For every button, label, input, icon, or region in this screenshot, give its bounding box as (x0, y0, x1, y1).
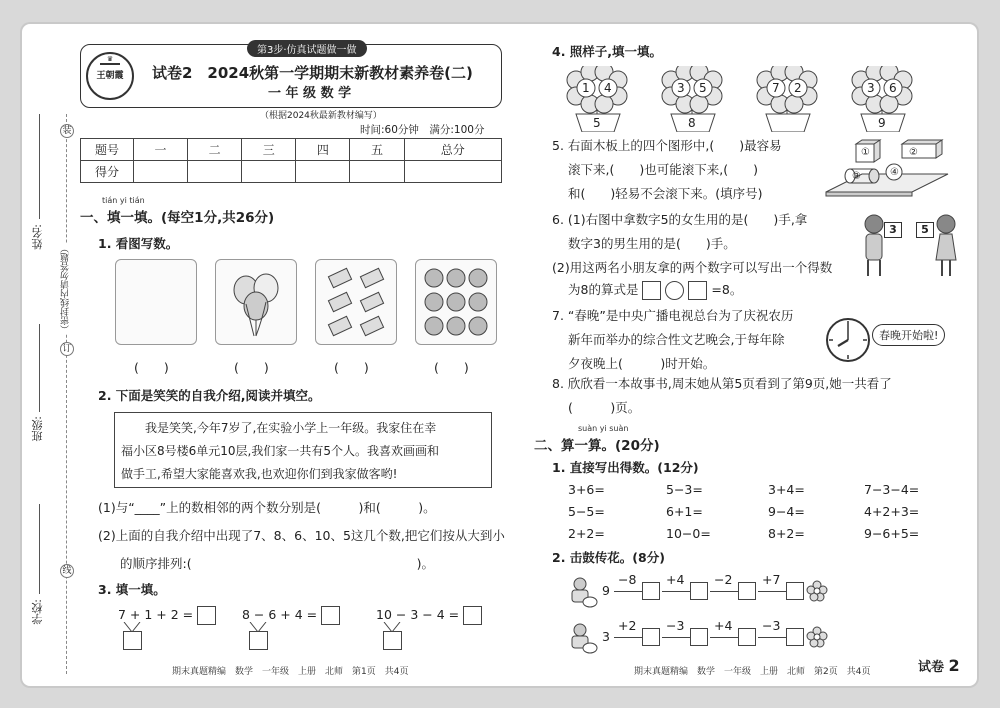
q3-label: 3. 填一填。 (98, 582, 166, 597)
score-cell: 二 (188, 139, 242, 161)
pot-number: 5 (593, 116, 601, 130)
score-cell: 题号 (81, 139, 134, 161)
footer-tag-number: 2 (948, 656, 960, 675)
calc-item[interactable]: 8+2= (768, 526, 805, 541)
chain-answer-box[interactable] (642, 628, 660, 646)
basketballs-icon (416, 260, 496, 344)
section2-pinyin: suàn yi suàn (578, 424, 629, 433)
q3-partial-box-2[interactable] (249, 631, 268, 650)
name-line (39, 114, 40, 219)
score-cell: 得分 (81, 161, 134, 183)
chain-answer-box[interactable] (786, 628, 804, 646)
shape-label-4: ④ (890, 167, 899, 178)
q1-answer-4[interactable]: ( ) (434, 360, 469, 375)
chain-answer-box[interactable] (786, 582, 804, 600)
banknotes-icon (316, 260, 396, 344)
score-cell: 三 (242, 139, 296, 161)
number-card-3: 3 (884, 222, 902, 238)
score-input-cell[interactable] (188, 161, 242, 183)
q8-line-1: 8. 欣欣看一本故事书,周末她从第5页看到了第9页,她一共看了 (552, 376, 892, 391)
q3-branch-lines (112, 622, 472, 652)
chain-arrow (614, 591, 642, 592)
score-input-cell[interactable] (404, 161, 501, 183)
speech-bubble: 春晚开始啦! (872, 324, 945, 346)
intro-line-2: 福小区8号楼6单元10层,我们家一共有5个人。我喜欢画画和 (121, 444, 439, 458)
flower-number-left: 3 (867, 81, 875, 95)
calc-item[interactable]: 3+6= (568, 482, 605, 497)
exam-sheet (22, 24, 977, 686)
score-cell: 四 (296, 139, 350, 161)
picture-empty (115, 259, 197, 345)
flower-number-left: 1 (582, 81, 590, 95)
calc-item[interactable]: 4+2+3= (864, 504, 920, 519)
clock-icon (824, 316, 872, 364)
q1-answer-2[interactable]: ( ) (234, 360, 269, 375)
footer-left: 期末真题精编 数学 一年级 上册 北师 第1页 共4页 (172, 667, 409, 677)
score-cell: 一 (134, 139, 188, 161)
flower-number-right: 6 (889, 81, 897, 95)
q7-line-2: 新年而举办的综合性文艺晚会,于每年除 (568, 332, 785, 347)
chain-arrow (614, 637, 642, 638)
q4-label: 4. 照样子,填一填。 (552, 44, 663, 59)
q2-label: 2. 下面是笑笑的自我介绍,阅读并填空。 (98, 388, 321, 403)
q6-line-2[interactable]: 数字3的男生用的是( )手。 (568, 236, 736, 251)
chain-operation: +7 (762, 572, 781, 587)
score-cell: 总分 (404, 139, 501, 161)
shape-label-3: ③ (852, 171, 861, 182)
chain-answer-box[interactable] (690, 582, 708, 600)
footer-tag (918, 656, 960, 675)
shape-label-1: ① (861, 147, 870, 158)
q1-answer-3[interactable]: ( ) (334, 360, 369, 375)
monkey-drum-icon (568, 622, 598, 654)
q5-line-2[interactable]: 滚下来,( )也可能滚下来,( ) (568, 162, 758, 177)
picture-balls (415, 259, 497, 345)
score-cell: 五 (350, 139, 404, 161)
chain-answer-box[interactable] (738, 628, 756, 646)
chain-operation: +2 (618, 618, 637, 633)
calc-item[interactable]: 5−5= (568, 504, 605, 519)
flower-number-right: 4 (604, 81, 612, 95)
chain-operation: +4 (714, 618, 733, 633)
q5-line-1[interactable]: 5. 右面木板上的四个图形中,( )最容易 (552, 138, 782, 153)
q6-operator-circle[interactable] (665, 281, 684, 300)
chain-operation: −2 (714, 572, 733, 587)
q6-eq-tail: =8。 (711, 282, 743, 297)
chain-operation: −8 (618, 572, 637, 587)
q6-box-2[interactable] (688, 281, 707, 300)
balloons-icon (216, 260, 296, 344)
chain-arrow (710, 637, 738, 638)
score-input-cell[interactable] (242, 161, 296, 183)
score-input-cell[interactable] (350, 161, 404, 183)
seal-mark-1: 装 (60, 124, 74, 138)
seal-warning: （密封线内请勿答题） (61, 244, 71, 334)
flower-number-right: 2 (794, 81, 802, 95)
pot-number: 8 (688, 116, 696, 130)
q3-eq1-text: 7 + 1 + 2 = (118, 607, 194, 622)
score-input-cell[interactable] (134, 161, 188, 183)
calc-item[interactable]: 5−3= (666, 482, 703, 497)
school-line (39, 504, 40, 594)
intro-line-3: 做手工,希望大家能喜欢我,也欢迎你们到我家做客哟! (121, 467, 398, 481)
rabbit-drum-icon (568, 576, 598, 608)
chain-arrow (662, 591, 690, 592)
school-label: 学校: (31, 599, 44, 625)
q2-part2-line1: (2)上面的自我介绍中出现了7、8、6、10、5这几个数,把它们按从大到小 (98, 528, 505, 543)
seal-mark-3: 线 (60, 564, 74, 578)
q2-part2-line2[interactable]: 的顺序排列:( )。 (120, 556, 434, 571)
picture-notes (315, 259, 397, 345)
flower-pot-3 (752, 66, 824, 132)
chain-operation: −3 (666, 618, 685, 633)
name-label: 姓名: (31, 224, 44, 250)
chain-arrow (758, 637, 786, 638)
q8-line-2[interactable]: ( )页。 (568, 400, 641, 415)
calc-item[interactable]: 9−4= (768, 504, 805, 519)
shape-label-2: ② (909, 147, 918, 158)
q3-partial-box-3[interactable] (383, 631, 402, 650)
q1-label: 1. 看图写数。 (98, 236, 179, 251)
q5-line-3[interactable]: 和( )轻易不会滚下来。(填序号) (568, 186, 763, 201)
logo-text: 王朝霞 (96, 71, 124, 81)
q2-part1[interactable]: (1)与“____”上的数相邻的两个数分别是( )和( )。 (98, 500, 436, 515)
intro-line-1: 我是笑笑,今年7岁了,在实验小学上一年级。我家住在幸 (145, 421, 437, 435)
chain-answer-box[interactable] (690, 628, 708, 646)
flower-icon (806, 626, 828, 648)
flower-number-left: 7 (772, 81, 780, 95)
intro-box (114, 412, 492, 488)
footer-tag-text: 试卷 (918, 660, 945, 675)
chain-start: 9 (602, 583, 610, 598)
calc-item[interactable]: 6+1= (666, 504, 703, 519)
q7-line-3[interactable]: 夕夜晚上( )时开始。 (568, 356, 716, 371)
score-input-cell[interactable] (296, 161, 350, 183)
chain-operation: +4 (666, 572, 685, 587)
calc-item[interactable]: 2+2= (568, 526, 605, 541)
q6-eq-text: 为8的算式是 (568, 282, 639, 297)
q3-eq2-text: 8 − 6 + 4 = (242, 607, 318, 622)
children-icon (860, 208, 960, 280)
q6-line-3: (2)用这两名小朋友拿的两个数字可以写出一个得数 (552, 260, 833, 275)
flower-icon (806, 580, 828, 602)
step-badge: 第3步·仿真试题做一做 (247, 40, 367, 57)
calc-item[interactable]: 9−6+5= (864, 526, 920, 541)
flower-number-right: 5 (699, 81, 707, 95)
exam-subtitle: 一 年 级 数 学 (268, 86, 352, 101)
pot-number: 9 (878, 116, 886, 130)
s2-q2-label: 2. 击鼓传花。(8分) (552, 550, 665, 565)
section1-title: 一、填一填。(每空1分,共26分) (80, 210, 275, 226)
exam-title: 试卷2 2024秋第一学期期末新教材素养卷(二) (152, 64, 473, 82)
chain-arrow (758, 591, 786, 592)
q7-line-1: 7. “春晚”是中央广播电视总台为了庆祝农历 (552, 308, 794, 323)
binding-dashed-line (66, 114, 67, 674)
q3-partial-box-1[interactable] (123, 631, 142, 650)
logo-crown-icon: ♛ (100, 56, 120, 65)
flower-icon (752, 66, 824, 132)
number-card-5: 5 (916, 222, 934, 238)
score-table-header-row (81, 139, 502, 161)
score-table-score-row (81, 161, 502, 183)
time-score: 时间:60分钟 满分:100分 (360, 124, 485, 136)
class-line (39, 324, 40, 412)
picture-balloons (215, 259, 297, 345)
exam-note: （根据2024秋最新教材编写） (260, 111, 382, 121)
q6-line-4 (568, 280, 742, 300)
chain-arrow (710, 591, 738, 592)
seal-mark-2: 订 (60, 342, 74, 356)
calc-item[interactable]: 3+4= (768, 482, 805, 497)
publisher-logo (86, 52, 134, 100)
q6-line-1[interactable]: 6. (1)右图中拿数字5的女生用的是( )手,拿 (552, 212, 808, 227)
flower-number-left: 3 (677, 81, 685, 95)
score-table (80, 138, 502, 183)
calc-item[interactable]: 7−3−4= (864, 482, 920, 497)
chain-start: 3 (602, 629, 610, 644)
slope-board-shapes (822, 136, 952, 198)
class-label: 班级: (31, 416, 44, 442)
s2-q1-label: 1. 直接写出得数。(12分) (552, 460, 699, 475)
chain-operation: −3 (762, 618, 781, 633)
q1-answer-1[interactable]: ( ) (134, 360, 169, 375)
chain-answer-box[interactable] (642, 582, 660, 600)
footer-right: 期末真题精编 数学 一年级 上册 北师 第2页 共4页 (634, 667, 871, 677)
chain-arrow (662, 637, 690, 638)
children-illustration (860, 208, 960, 280)
calc-item[interactable]: 10−0= (666, 526, 711, 541)
section2-title: 二、算一算。(20分) (534, 438, 660, 454)
q3-eq3-text: 10 − 3 − 4 = (376, 607, 460, 622)
chain-answer-box[interactable] (738, 582, 756, 600)
section1-pinyin: tián yi tián (102, 196, 145, 205)
q6-box-1[interactable] (642, 281, 661, 300)
